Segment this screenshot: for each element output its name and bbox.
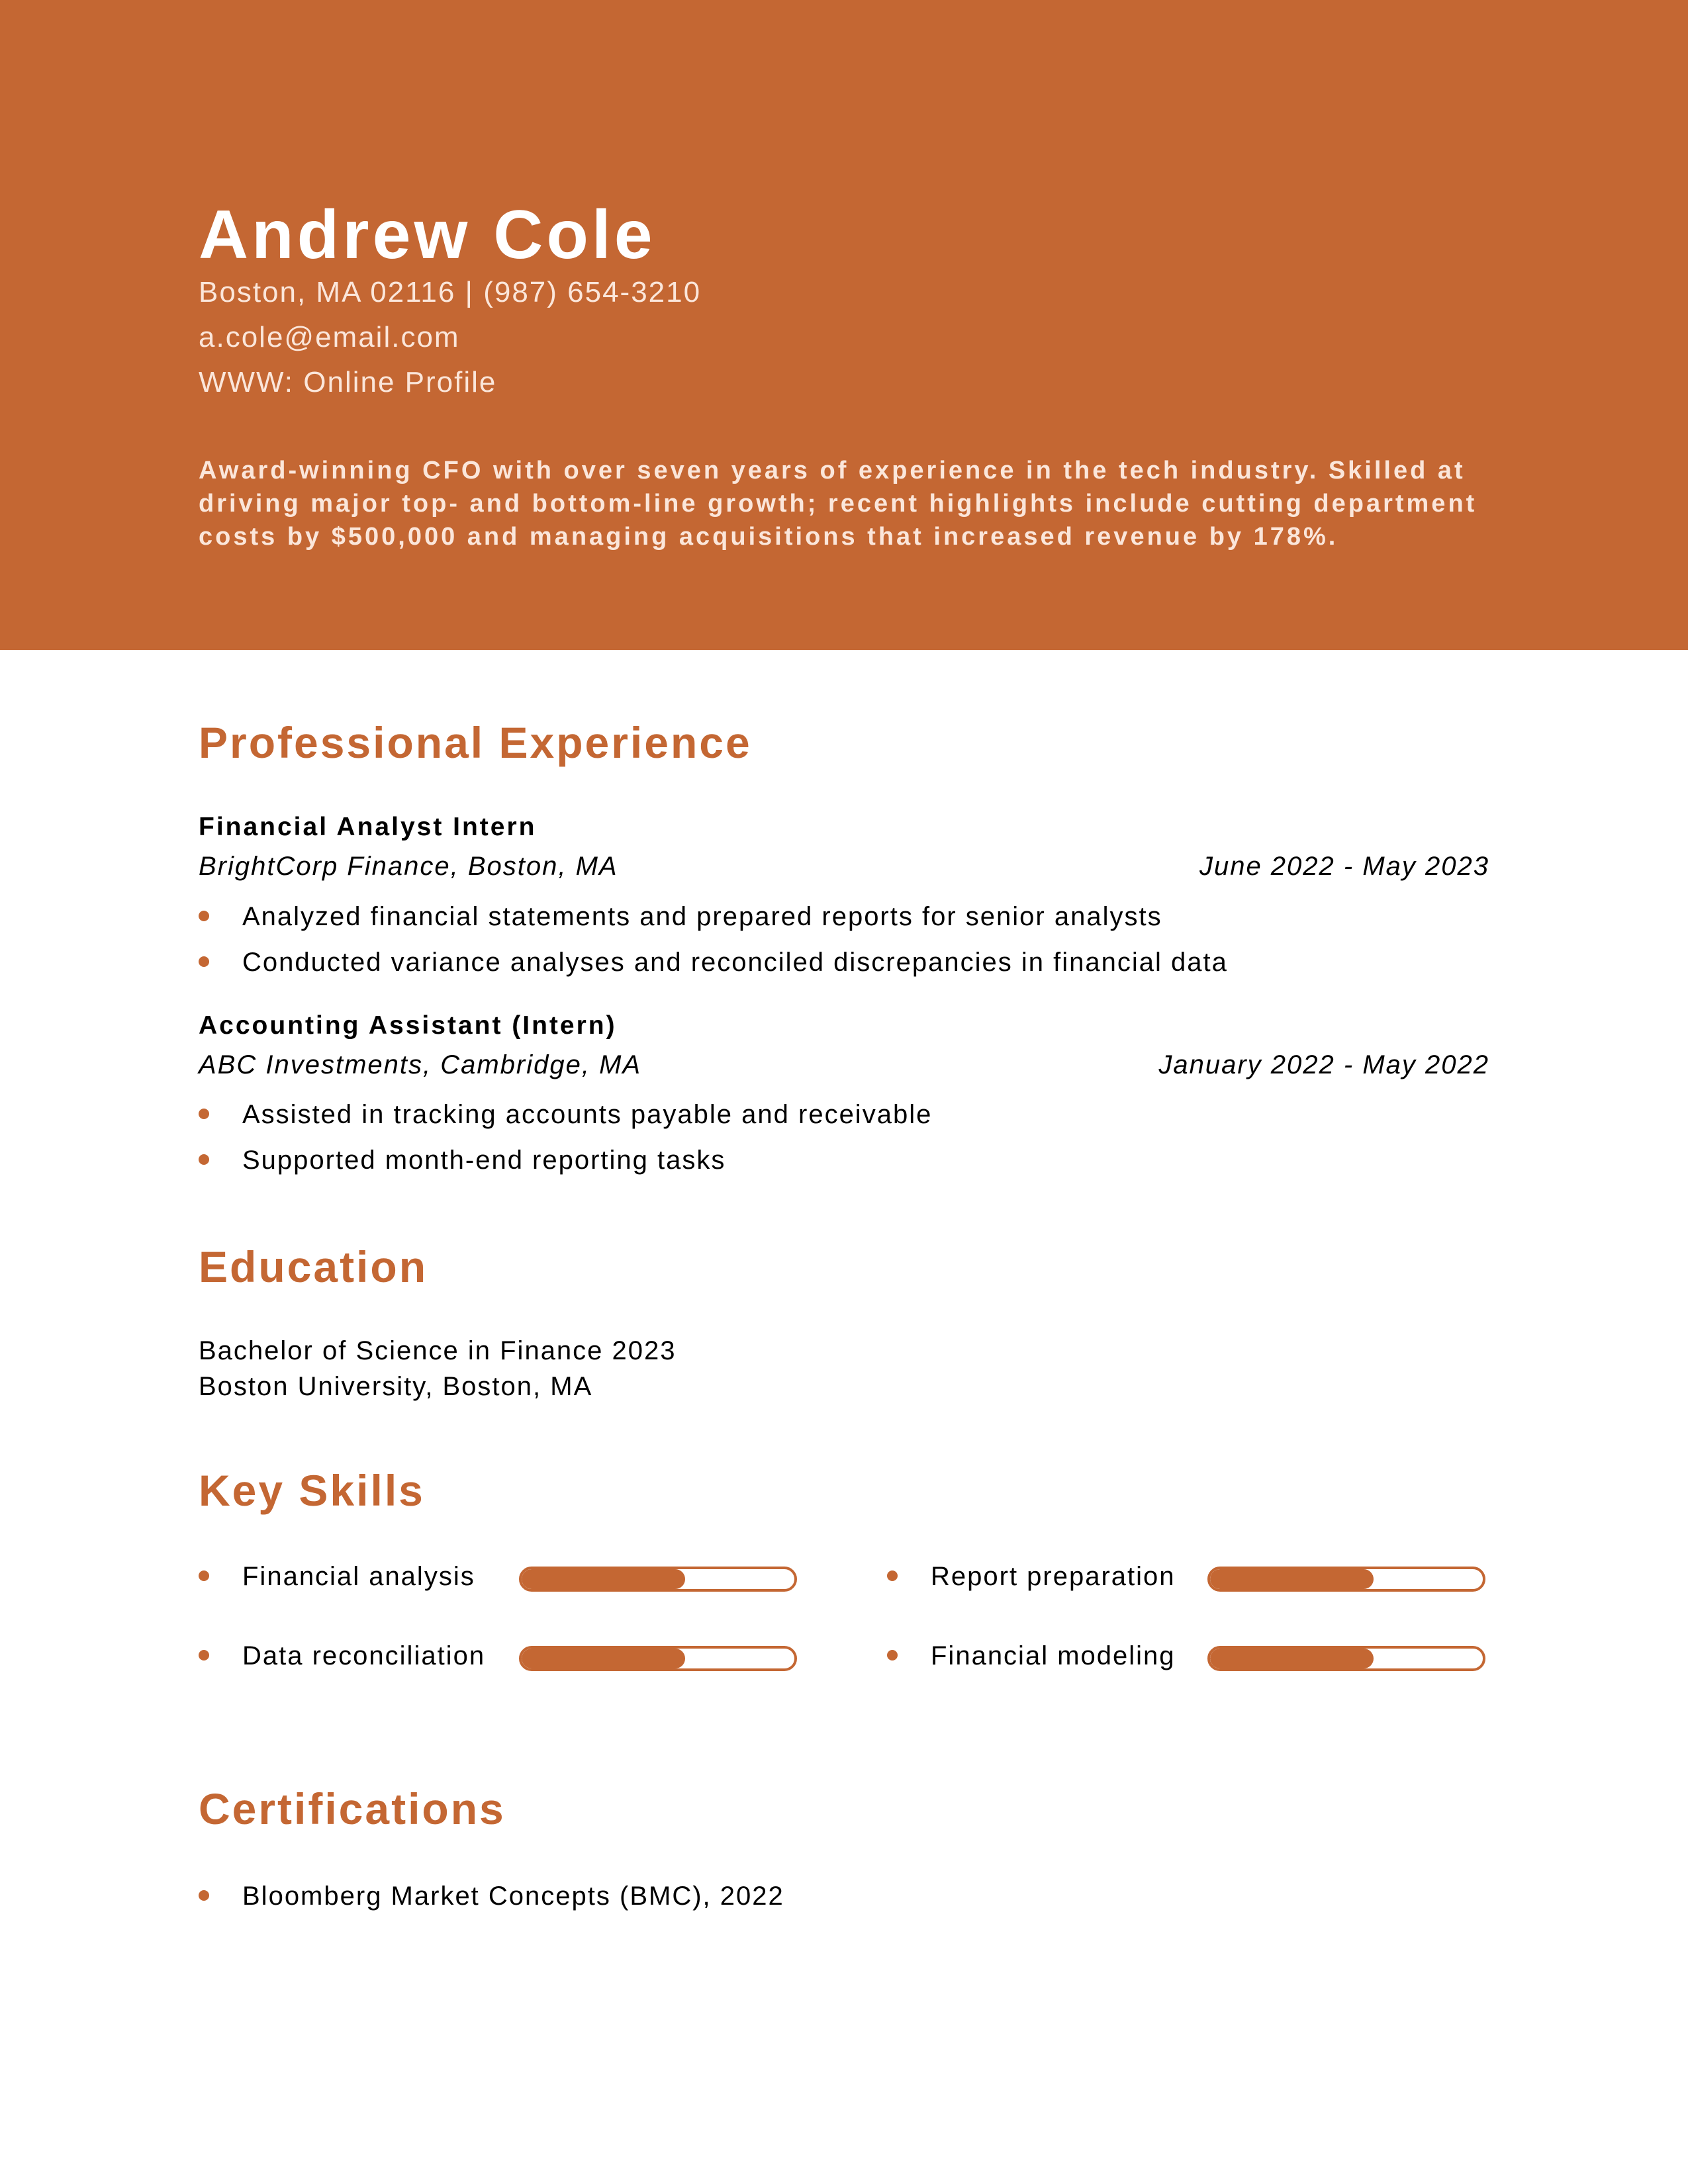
skill-level-bar	[519, 1567, 797, 1592]
bullet-dot-icon	[199, 1890, 209, 1901]
bullet-dot-icon	[199, 1154, 209, 1165]
certifications-heading: Certifications	[199, 1784, 506, 1833]
skill-label: Financial modeling	[931, 1641, 1176, 1670]
skill-item	[199, 1560, 847, 1633]
job-title: Accounting Assistant (Intern)	[199, 1011, 617, 1040]
skills-heading: Key Skills	[199, 1466, 425, 1515]
bullet-text: Assisted in tracking accounts payable and receivable	[242, 1100, 933, 1129]
skill-level-fill	[522, 1569, 685, 1589]
skill-item	[887, 1560, 1536, 1633]
job-title: Financial Analyst Intern	[199, 813, 537, 841]
email-link[interactable]: a.cole@email.com	[199, 321, 460, 353]
bullet-dot-icon	[199, 1109, 209, 1119]
skill-level-fill	[1210, 1649, 1374, 1668]
bullet-dot-icon	[199, 1570, 209, 1581]
bullet-dot-icon	[887, 1570, 898, 1581]
bullet-text: Conducted variance analyses and reconciled discrepancies in financial data	[242, 948, 1228, 977]
skill-level-bar	[1207, 1646, 1485, 1671]
experience-heading: Professional Experience	[199, 718, 752, 767]
bullet-dot-icon	[199, 1650, 209, 1661]
skill-label: Data reconciliation	[242, 1641, 486, 1670]
online-profile-link[interactable]: WWW: Online Profile	[199, 366, 497, 398]
job-company: BrightCorp Finance, Boston, MA	[199, 852, 618, 881]
bullet-dot-icon	[887, 1650, 898, 1661]
candidate-name: Andrew Cole	[199, 197, 656, 273]
skill-level-bar	[1207, 1567, 1485, 1592]
bullet-dot-icon	[199, 956, 209, 967]
skill-level-fill	[522, 1649, 685, 1668]
education-heading: Education	[199, 1242, 428, 1291]
certification-text: Bloomberg Market Concepts (BMC), 2022	[242, 1882, 784, 1911]
professional-summary: Award-winning CFO with over seven years of experience in the tech industry. Skilled at driving major top- and bottom-line growth; recent highlights include cutting department costs by $500,000 and managing acquisitions that increased revenue by 178%.	[199, 457, 1477, 551]
location-phone: Boston, MA 02116 | (987) 654-3210	[199, 276, 702, 308]
degree: Bachelor of Science in Finance 2023	[199, 1336, 677, 1365]
school: Boston University, Boston, MA	[199, 1372, 593, 1401]
skill-level-fill	[1210, 1569, 1374, 1589]
skill-item	[199, 1639, 847, 1712]
job-dates: June 2022 - May 2023	[1199, 852, 1489, 881]
job-dates: January 2022 - May 2022	[1158, 1050, 1489, 1079]
skill-label: Financial analysis	[242, 1562, 475, 1591]
bullet-text: Analyzed financial statements and prepared reports for senior analysts	[242, 902, 1162, 931]
job-company: ABC Investments, Cambridge, MA	[199, 1050, 642, 1079]
skill-item	[887, 1639, 1536, 1712]
bullet-text: Supported month-end reporting tasks	[242, 1146, 726, 1175]
bullet-dot-icon	[199, 911, 209, 921]
skill-level-bar	[519, 1646, 797, 1671]
skill-label: Report preparation	[931, 1562, 1176, 1591]
